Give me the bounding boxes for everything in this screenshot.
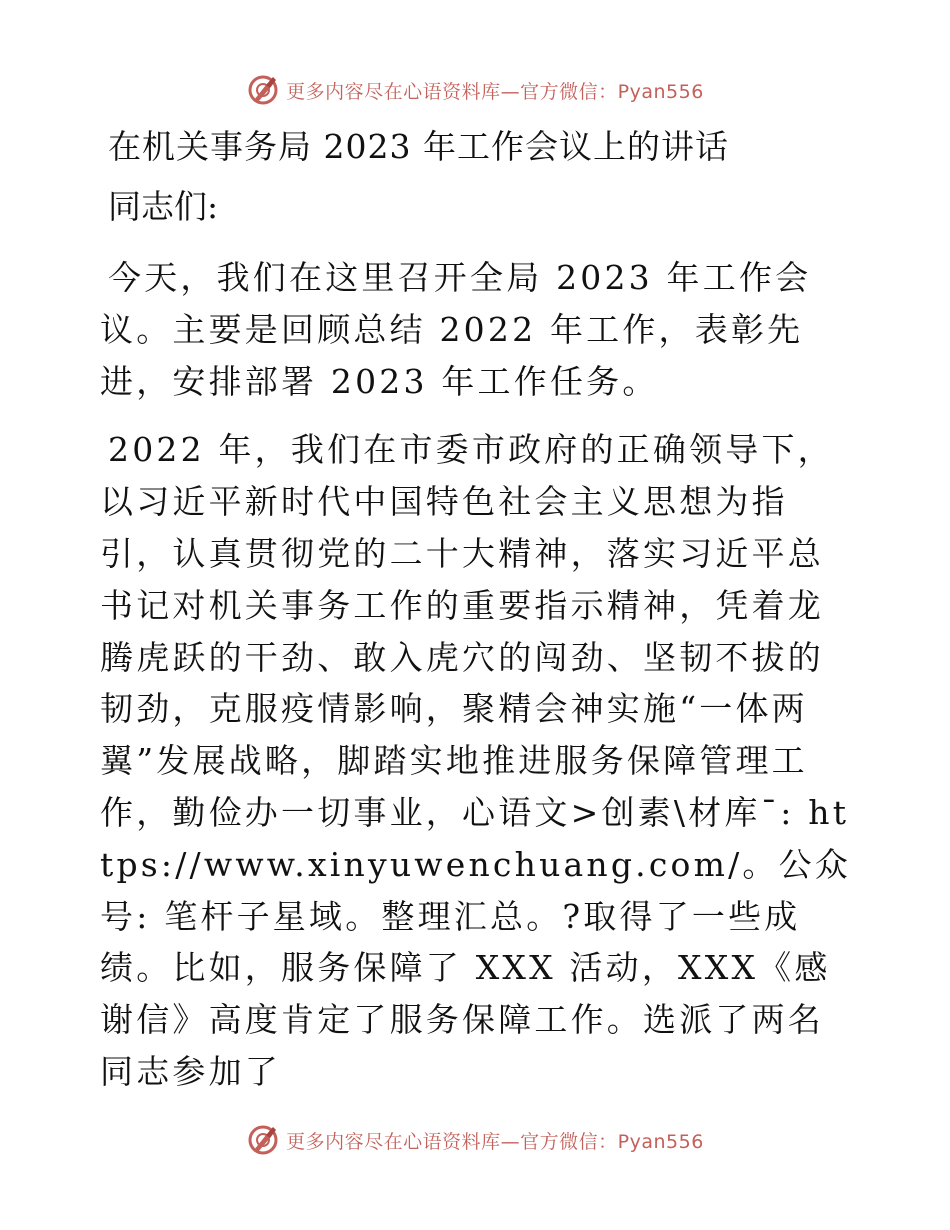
paragraph: 2022 年，我们在市委市政府的正确领导下，以习近平新时代中国特色社会主义思想为指引，认真贯彻党的二十大精神，落实习近平总书记对机关事务工作的重要指示精神，凭着龙腾虎跃的干劲、敢入虎穴的闯劲、坚韧不拔的韧劲，克服疫情影响，聚精会神实施“一体两翼”发展战略，脚踏实地推进服务保障管理工作，勤俭办一切事业，心语文>创素\材库¯: https://www.xinyuwenchuang.com/。公众号: 笔杆子星域。整理汇总。?取得了一些成绩。比如，服务保障了 XXX 活动，XXX《感谢信》高度肯定了服务保障工作。选派了两名同志参加了 [100,430,852,1091]
pen-logo-icon [246,73,280,107]
header-watermark [0,70,950,110]
watermark-text: 更多内容尽在心语资料库—官方微信：Pyan556 [286,80,704,103]
document-body [100,122,860,1098]
paragraph: 今天，我们在这里召开全局 2023 年工作会议。主要是回顾总结 2022 年工作，表彰先进，安排部署 2023 年工作任务。 [100,258,812,401]
document-title: 在机关事务局 2023 年工作会议上的讲话 [108,127,729,166]
pen-logo-icon [246,1123,280,1157]
footer-watermark [0,1120,950,1160]
salutation: 同志们: [108,187,219,226]
watermark-text: 更多内容尽在心语资料库—官方微信：Pyan556 [286,1130,704,1153]
